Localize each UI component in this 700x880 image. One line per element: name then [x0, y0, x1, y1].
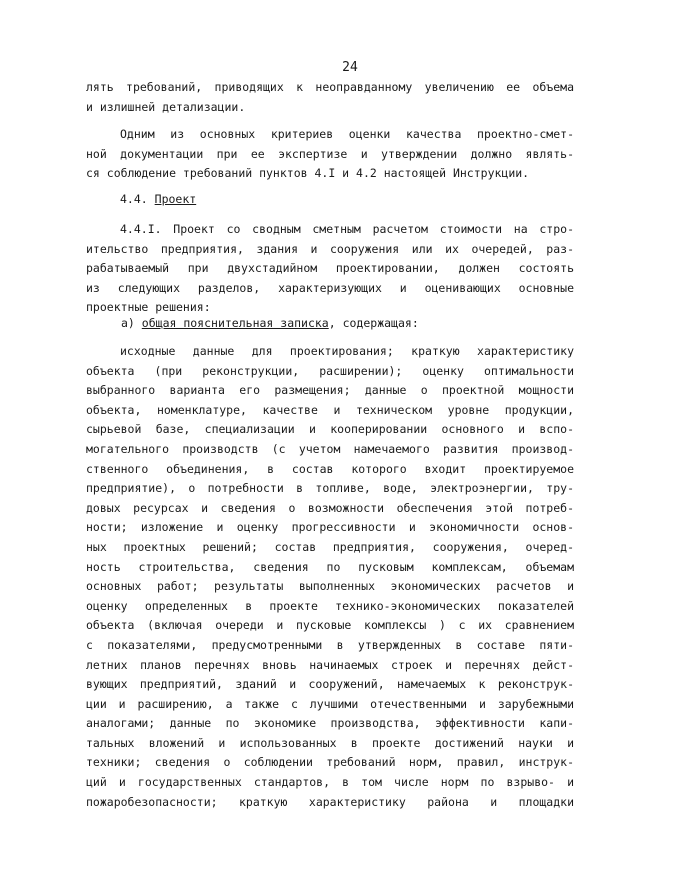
text-line: оценку определенных в проекте технико-экономических показателей	[86, 598, 574, 613]
text-line: объекта (при реконструкции, расширении); оценку оптимальности	[86, 363, 574, 378]
text-line: ительство предприятия, здания и сооружения или их очередей, раз-	[86, 241, 574, 256]
text-line: могательного производств (с учетом намечаемого развития производ-	[86, 441, 574, 456]
text-line: вующих предприятий, зданий и сооружений, намечаемых к реконструк-	[86, 677, 574, 692]
text-line: летних планов перечнях вновь начинаемых строек и перечнях дейст-	[86, 657, 574, 672]
section-heading	[120, 192, 196, 206]
paragraph-continuation	[86, 78, 574, 117]
text-line: ности; изложение и оценку прогрессивности и экономичности основ-	[86, 520, 574, 535]
text-line: сырьевой базе, специализации и кооперировании основного и вспо-	[86, 422, 574, 437]
list-item-prefix: а)	[121, 316, 135, 330]
text-line: проектные решения:	[86, 300, 211, 315]
text-line: Одним из основных критериев оценки качества проектно-смет-	[120, 127, 574, 141]
text-line: ся соблюдение требований пунктов 4.I и 4.2 настоящей Инструкции.	[86, 166, 530, 181]
text-line: объекта, номенклатуре, качестве и техническом уровне продукции,	[86, 402, 574, 417]
text-line: 4.4.I. Проект со сводным сметным расчетом стоимости на стро-	[120, 222, 574, 236]
text-line: предприятие), о потребности в топливе, воде, электроэнергии, тру-	[86, 481, 574, 496]
text-line: основных работ; результаты выполненных экономических расчетов и	[86, 579, 574, 594]
list-item-title: общая пояснительная записка	[141, 316, 329, 330]
text-line: тальных вложений и использованных в проекте достижений науки и	[86, 735, 574, 750]
paragraph-criteria	[86, 125, 574, 184]
text-line: лять требований, приводящих к неоправданному увеличению ее объема	[86, 80, 574, 94]
section-number: 4.4.	[120, 192, 148, 206]
text-line: ственного объединения, в состав которого входит проектируемое	[86, 461, 574, 476]
text-line: выбранного варианта его размещения; данные о проектной мощности	[86, 383, 574, 398]
text-line: и излишней детализации.	[86, 99, 246, 114]
text-line: объекта (включая очереди и пусковые комплексы ) с их сравнением	[86, 618, 574, 633]
text-line: рабатываемый при двухстадийном проектировании, должен состоять	[86, 261, 574, 276]
text-line: ций и государственных стандартов, в том числе норм по взрыво- и	[86, 775, 574, 790]
text-line: ность строительства, сведения по пусковым комплексам, объемам	[86, 559, 574, 574]
list-item-suffix: , содержащая:	[328, 316, 419, 330]
text-line: исходные данные для проектирования; краткую характеристику	[120, 344, 574, 358]
text-line: ной документации при ее экспертизе и утверждении должно являть-	[86, 146, 574, 161]
text-line: ции и расширению, а также с лучшими отечественными и зарубежными	[86, 696, 574, 711]
text-line: техники; сведения о соблюдении требований норм, правил, инструк-	[86, 755, 574, 770]
paragraph-project	[86, 220, 574, 318]
paragraph-explanatory-note	[86, 342, 574, 812]
section-title: Проект	[154, 192, 197, 206]
text-line: ных проектных решений; состав предприятия, сооружения, очеред-	[86, 539, 574, 554]
list-item-a	[121, 316, 419, 330]
text-line: аналогами; данные по экономике производства, эффективности капи-	[86, 716, 574, 731]
text-line: из следующих разделов, характеризующих и оценивающих основные	[86, 280, 574, 295]
text-line: пожаробезопасности; краткую характеристику района и площадки	[86, 794, 574, 809]
text-line: довых ресурсах и сведения о возможности обеспечения этой потреб-	[86, 500, 574, 515]
text-line: с показателями, предусмотренными в утвержденных в составе пяти-	[86, 637, 574, 652]
page-number: 24	[342, 60, 358, 75]
